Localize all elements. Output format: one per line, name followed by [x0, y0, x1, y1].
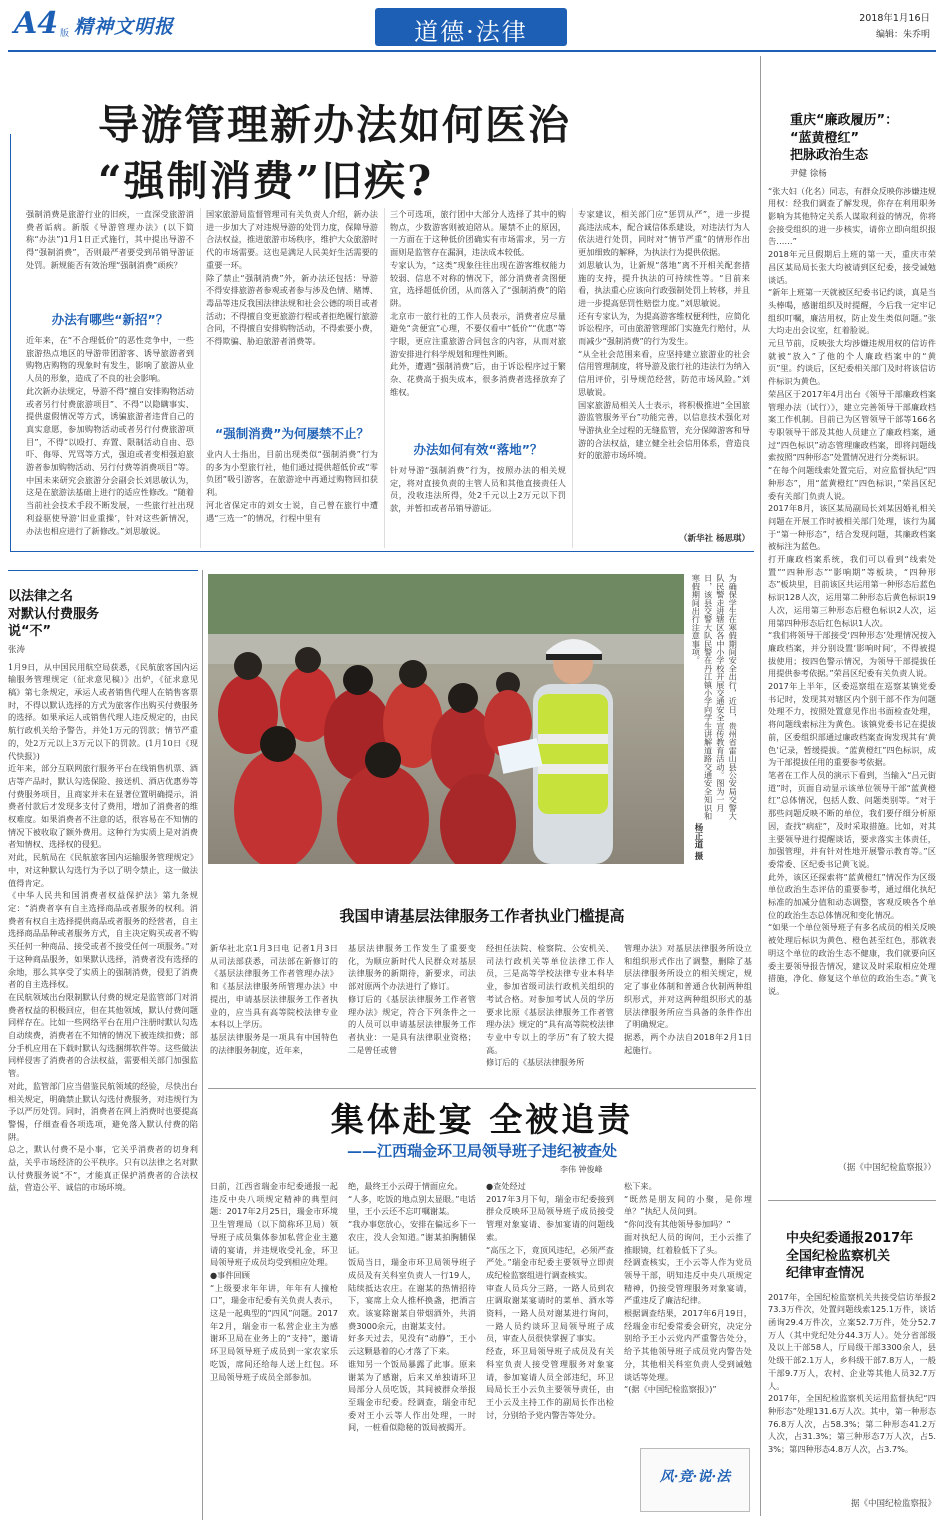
law-col-top-rule: [8, 570, 198, 571]
lead-headline-line2: “强制消费”旧疾?: [98, 157, 434, 205]
sidebar-section-rule: [768, 1200, 936, 1201]
lead-col-2: [206, 208, 378, 554]
news1-col-1: 新华社北京1月3日电 记者1月3日从司法部获悉，司法部在新修订的《基层法律服务工作者管理办法》和《基层法律服务所管理办法》中提出，申请基层法律服务工作者执业的，应当具有高等院校法律专业本科以上学历。 基层法律服务是一项具有中国特色的法律服务制度，近年来，: [210, 943, 338, 1055]
sidebar1-title-1: 重庆“廉政履历”：: [790, 113, 899, 128]
photo-caption-text: 为确保学生在寒假期间安全出行，近日，贵州省雷山县公安局交警大队民警走进辖区各中小学校开展交通安全宣传教育活动。图为一月日，该县交警大队民警在丹江镇小学向学生讲解道路交通安全知识和寒假期间出行注意事项。: [691, 574, 739, 820]
sidebar2-title-1: 中央纪委通报2017年: [786, 1231, 914, 1246]
lead-subhead-2: “强制消费”为何屡禁不止？: [215, 426, 369, 441]
column-stamp: [640, 1448, 752, 1514]
page-header: [0, 0, 944, 52]
lead-credit: （新华社 杨思琪）: [679, 534, 750, 544]
issue-date: 2018年1月16日: [859, 13, 930, 24]
news2-col-1: 日前，江西省瑞金市纪委通报一起违反中央八项规定精神的典型问题：2017年2月25日，瑞金市环境卫生管理局（以下简称环卫局）领导班子成员集体参加私营企业主邀请的宴请，并违规收受礼金，环卫局领导班子成员均受到相应处理。 ●事件回顾 “上级要求年年讲，年年有人撞枪口”，瑞金市纪委有关负责人表示，这是一起典型的“四风”问题。2017年2月，瑞金市一私营企业主为感谢环卫局在业务上的“支持”，邀请环卫局领导班子成员到一家农家乐吃饭，席间还给每人送上红包。环卫局领导班子成员全部参加。: [210, 1181, 338, 1382]
photo-credit: 杨正道 摄: [693, 823, 703, 860]
lead-intro: 强制消费是旅游行业的旧疾，一直深受旅游消费者诟病。新版《导游管理办法》(以下简称“办法”)1月1日正式施行，其中提出导游不得“强制消费”，否则最严者要受到吊销导游证处罚。新规能否有效治理“强制消费”顽疾？: [26, 209, 194, 270]
sidebar2-credit: 据《中国纪检监察报》: [850, 1498, 936, 1509]
lead-col3-body: 三个可选项，旅行团中大部分人选择了其中的购物点，少数游客则被迫陪从。屡禁不止的原因，一方面在于这种低价团确实有市场需求，另一方面则是监管存在漏洞，违法成本较低。 专家认为，“这类”现象往往出现在游客维权能力较弱、信息不对称的情况下，部分消费者贪图便宜，选择超低价团，从而落入了“强制消费”的陷阱。 北京市一旅行社的工作人员表示，消费者应尽量避免“贪便宜”心理，不要仅看中“低价”“优惠”等字眼，更应注重旅游合同包含的内容，从而对旅游安排进行科学规划和理性判断。 此外，遭遇“强制消费”后，由于诉讼程序过于繁杂、花费高于损失成本，很多消费者选择放弃了维权。: [390, 209, 566, 397]
news1-bottom-rule: [208, 1088, 756, 1089]
lead-col2-body-b: 业内人士指出，目前出现类似“强制消费”行为的多为小型旅行社，他们通过提供超低价或“零负团”吸引游客，在旅游途中再通过购物回扣获利。 河北省保定市的刘女士说，自己曾在旅行中遭遇“三选一”的情况，行程中里有: [206, 449, 378, 523]
sidebar2-body: 2017年，全国纪检监察机关共接受信访举报273.3万件次，处置问题线索125.1万件，谈话函询29.4万件次，立案52.7万件，处分52.7万人（其中党纪处分44.3万人）。处分省部级及以上干部58人，厅局级干部3300余人，县处级干部2.1万人，乡科级干部7.8万人，一般干部9.7万人，农村、企业等其他人员32.7万人。 2017年，全国纪检监察机关运用监督执纪“四种形态”处理131.6万人次。其中，第一种形态76.8万人次，占58.3%；第二种形态41.2万人次，占31.3%；第三种形态7万人次，占5.3%；第四种形态4.8万人次，占3.7%。: [768, 1291, 936, 1455]
lead-col4-body: 专家建议，相关部门应“惩罚从严”，进一步提高违法成本，配合诚信体系建设，对违法行为人依法进行处罚，同时对“情节严重”的情形作出更加细致的解释，为执法行为提供依据。 刘思敏认为，让新规“落地”离不开相关配套措施的支持，提升执法的可持续性等。“目前来看，执法重心应该向行政强制处罚上转移，并且进一步提高惩罚性赔偿力度。”刘思敏说。 还有专家认为，为提高游客维权便利性，应简化诉讼程序，可由旅游管理部门实施先行赔付，从而减少“强制消费”的行为发生。 “从全社会范围来看，应坚持建立旅游业的社会信用管理制度，将导游及旅行社的违法行为纳入信用评价，引导规范经营，防范市场风险。”刘思敏说。 国家旅游局相关人士表示，将积极推进“全国旅游监管服务平台”功能完善，以信息技术强化对导游执业全过程的无缝监管，充分保障游客和导游的合法权益，建立健全社会信用体系，营造良好的旅游市场环境。: [578, 209, 750, 461]
lead-headline-line1: 导游管理新办法如何医治: [98, 101, 571, 149]
law-title-3: 说“不”: [8, 624, 52, 640]
law-title-1: 以法律之名: [8, 589, 74, 604]
sidebar1-byline: 尹健 徐杨: [790, 168, 827, 179]
sidebar1-body: “张大妇（化名）同志，有群众反映你涉嫌违规用权：经我们调查了解发现，你存在利用职务影响为其他特定关系人谋取利益的情况，你将会接受组织的进一步核实，请你立即向组织报告……” 2018年元旦假期后上班的第一天，重庆市荣昌区某局局长张大均被请到区纪委，接受诫勉谈话。 “新年上班第一天就被区纪委书记约谈，真是当头棒喝，感谢组织及时提醒，今后我一定牢记组织叮嘱，廉洁用权，防止发生类似问题。”张大均走出会议室，红着脸说。 元旦节前，反映张大均涉嫌违规用权的信访件就被“放入”了他的个人廉政档案中的“黄页”里。约谈后，区纪委相关部门及时将该信访件标识为黄色。 荣昌区于2017年4月出台《领导干部廉政档案管理办法（试行）》，建立完善领导干部廉政档案工作机制。目前已为区管领导干部等166名专职领导干部及其他人员建立了廉政档案，通过“四色标识”动态管理廉政档案，即将问题线索按照“四种形态”处置情况进行分类标识。 “在每个问题线索处置完后，对应监督执纪“四种形态”，用“蓝黄橙红”四色标识，”荣昌区纪委有关部门负责人说。 2017年8月，该区某局副局长刘某因婚礼相关问题在开展工作时被相关部门处理，该行为属于“第一种形态”，结合发现问题，其廉政档案被标注为蓝色。 打开廉政档案系统，我们可以看到“线索处置”“四种形态”“影响期”等板块，“四种形态”板块里，目前该区共运用第一种形态后蓝色标识128人次，运用第二种形态后黄色标识19人次，运用第三种形态后橙色标识2人次，运用第四种形态后红色标识1人次。 “我们将领导干部接受‘四种形态’处理情况按入廉政档案，并分别设置‘影响时间’，不得被提拔使用；按四色警示情况，为领导干部提拔任用提供参考依据。”荣昌区纪委有关负责人说。 2017年上半年，区委巡察组在巡察某镇党委书记时，发现其对辖区内个别干部不作为问题处理不力，按照处置意见作出书面检查处理，将问题线索标注为黄色。该镇党委书记在提拔前，区委组织部通过廉政档案查询发现其有‘黄色’记录，暂缓提拔。“蓝黄橙红”四色标识，成为干部提拔任用的重要参考依据。 笔者在工作人员的演示下看到，当输入“吕元街道”时，页面自动显示该单位领导干部“蓝黄橙红”总体情况，包括人数、问题类别等。“对于那些问题反映不断的单位，我们要仔细分析原因，查找“病症”，及时采取措施。比如，对其主要领导进行提醒谈话，要求落实主体责任，加强管理，并有针对性地开展警示教育等。”区委常委、区纪委书记黄飞说。 此外，该区还探索将“蓝黄橙红”情况作为区级单位政治生态评估的重要参考，通过细化执纪标准的加减分值和动态调整，客观反映各个单位的政治生态总体情况和变化情况。 “如果一个单位领导班子有多名成员的相关反映被处理后标识为黄色、橙色甚至红色，那就表明这个单位的政治生态不健康，我们就要向区委主要领导报告情况，建议及时采取相应处理措施，净化、修复这个单位的政治生态。”黄飞说。: [768, 185, 936, 996]
sidebar-divider: [760, 56, 761, 1516]
lead-col-4: [578, 208, 750, 554]
sidebar2-title-2: 全国纪检监察机关: [786, 1248, 891, 1264]
lead-article: [8, 56, 756, 556]
lead-col3-body-b: 针对导游“强制消费”行为，按照办法的相关规定，将对直接负责的主管人员和其他直接责任人员，没收违法所得，处2千元以上2万元以下罚款，并暂扣或者吊销导游证。: [390, 465, 566, 514]
news2-headline: 集体赴宴 全被追责: [330, 1100, 634, 1139]
photo-caption: [690, 574, 754, 864]
law-byline: 张涛: [8, 644, 26, 655]
news2-col-3: ●查处经过 2017年3月下旬，瑞金市纪委接到群众反映环卫局领导班子成员接受管理对象宴请、参加宴请的问题线索。 “高压之下，竟顶风违纪，必须严查严处。”瑞金市纪委主要领导立即责成纪检监察组进行调查核实。 审查人员兵分三路，一路人员到农庄调取谢某宴请时的菜单、酒水等资料，一路人员对谢某进行询问，一路人员约谈环卫局领导班子成员，审查人员很快掌握了事实。 经查，环卫局领导班子成员及有关科室负责人接受管理服务对象宴请，参加宴请人员全部违纪，环卫局局长王小云负主要领导责任，由王小云及主持工作的副局长作出检讨，分别给予党内警告等处分。: [486, 1181, 614, 1420]
lead-divider-3: [572, 208, 573, 548]
header-rule: [8, 50, 936, 52]
lead-col1-body: 近年来，在“不合理低价”的恶性竞争中，一些旅游热点地区的导游带团游客、诱导旅游者到购物店购物的现象时有发生，影响了旅游从业人员的形象，造成了不良的社会影响。 此次新办法规定，导游不得“擅自安排购物活动或者另行付费旅游项目”、不得“以隐瞒事实、提供虚假情况等方式，诱骗旅游者违背自己的真实意愿，参加购物活动或者另行付费旅游项目”，不得“以殴打、弃置、限制活动自由、恐吓、侮辱、咒骂等方式，强迫或者变相强迫旅游者参加购物活动、另行付费等消费项目”等。 中国未来研究会旅游分会副会长刘思敏认为，这是在旅游法基础上进行的适应性修改。“随着当前社会技术手段不断发展，一些旅行社出现利益驱使导游‘旧业重操’，针对这些新情况，办法也相应进行了新修改。”刘思敏说。: [26, 335, 194, 536]
sidebar2-title-3: 纪律审查情况: [786, 1266, 865, 1282]
law-body: 1月9日，从中国民用航空局获悉，《民航旅客国内运输服务管理规定（征求意见稿）》出炉，《征求意见稿》第七条规定，承运人或者销售代理人在销售客票时，不得以默认选择的方式为旅客作出购买付费服务的选择。如果承运人或销售代理人违反规定的，由民航行政机关给予警告，并处1万元的罚款；情节严重的，处2万元以上3万元以下的罚款。(1月10日《现代快报》) 近年来，部分互联网旅行服务平台在线销售机票、酒店等产品时，默认勾选保险、接送机、酒店优惠券等付费服务项目，且商家并未在显著位置明确提示，消费者付款后才发现多支付了费用，增加了消费者的维权难度。如果消费者不注意的话，很容易在不知情的情况下被收取了额外费用。这种行为实质上是对消费者知情权、选择权的侵犯。 对此，民航局在《民航旅客国内运输服务管理规定》中，对这种默认勾选行为予以了明令禁止，这一做法值得肯定。 《中华人民共和国消费者权益保护法》第九条规定：“消费者享有自主选择商品或者服务的权利。消费者有权自主选择提供商品或者服务的经营者，自主选择商品品种或者服务方式，自主决定购买或者不购买任何一种商品、接受或者不接受任何一项服务。”对于这种商品服务，如果默认选择，消费者没有选择的余地，那么其享受了实质上的强制消费，侵犯了消费者的自主选择权。 在民航领域出台限制默认付费的规定是监管部门对消费者权益的积极回应，但在其他领域，默认付费问题同样存在。比如一些网络平台在用户注册时默认勾选自动续费，消费者在不知情的情况下被连续扣费；部分手机应用在下载时默认勾选捆绑软件等。这些做法同样侵害了消费者的合法权益，需要相关部门加强监管。 对此，监管部门应当借鉴民航领域的经验，尽快出台相关规定，明确禁止默认勾选付费服务，对违规行为予以严厉处罚。同时，消费者在网上消费时也要提高警惕，仔细查看各项选项，避免落入默认付费的陷阱。 总之，默认付费不是小事，它关乎消费者的切身利益，关乎市场经济的公平秩序。只有以法律之名对默认付费服务说“不”，才能真正保护消费者的合法权益，营造公平、诚信的市场环境。: [8, 661, 198, 1193]
law-title-2: 对默认付费服务: [8, 606, 100, 622]
sidebar-article-1: [768, 112, 936, 1182]
lead-divider-2: [384, 208, 385, 548]
photo-illustration: [208, 574, 684, 864]
law-column: [8, 588, 198, 1518]
sidebar1-title-2: “蓝黄橙红”: [790, 130, 860, 146]
lead-subhead-1: 办法有哪些“新招”？: [51, 312, 169, 327]
lead-col-1: [26, 208, 194, 554]
news1-body: [210, 942, 754, 1076]
sidebar1-credit: （据《中国纪检监察报》）: [838, 1162, 936, 1173]
news1-col-3: 经担任法院、检察院、公安机关、司法行政机关等单位法律工作人员，三是高等学校法律专业本科毕业，参加省级司法行政机关组织的考试合格。对参加考试人员的学历要求比原《基层法律服务工作者管理办法》规定的“具有高等院校法律专业中专以上的学历”有了较大提高。 修订后的《基层法律服务所: [486, 943, 614, 1068]
sidebar1-title-3: 把脉政治生态: [790, 148, 869, 164]
news1-col-4: 管理办法》对基层法律服务所设立和组织形式作出了调整，删除了基层法律服务所设立的相关规定，规定了事业体制和普通合伙制两种组织形式，并对这两种组织形式的基层法律服务所应当具备的条件作出了明确规定。 据悉，两个办法自2018年2月1日起施行。: [624, 943, 752, 1055]
newspaper-title: 精神文明报: [74, 16, 175, 38]
news1-col-2: 基层法律服务工作发生了重要变化，为顺应新时代人民群众对基层法律服务的新期待，新要求，司法部对原两个办法进行了修订。 修订后的《基层法律服务工作者管理办法》规定，符合下列条件之一的人员可以申请基层法律服务工作者执业：一是具有法律职业资格；二是曾任或曾: [348, 943, 476, 1055]
lead-subhead-3: 办法如何有效“落地”？: [413, 442, 543, 457]
law-divider: [202, 570, 203, 1520]
news2-subtitle: ——江西瑞金环卫局领导班子违纪被查处: [346, 1142, 617, 1160]
news1-headline: 我国申请基层法律服务工作者执业门槛提高: [339, 907, 625, 925]
page-number: A4: [14, 6, 59, 41]
news2-col-4: 松下来。 “既然是朋友间的小聚，是你埋单？”执纪人员问到。 “你问没有其他领导参加吗？” 面对执纪人员的询问，王小云推了推眼镜，红着脸低下了头。 经调查核实，王小云等人作为党员领导干部，明知违反中央八项规定精神，仍接受管理服务对象宴请，严重违反了廉洁纪律。 根据调查结果，2017年6月19日，经瑞金市纪委常委会研究，决定分别给予王小云党内严重警告处分，给予其他领导班子成员党内警告处分，其他相关科室负责人受到诫勉谈话等处理。 “(据《中国纪检监察报》)”: [624, 1181, 752, 1395]
news-photo: [208, 574, 684, 864]
lead-col2-body: 国家旅游局监督管理司有关负责人介绍，新办法进一步加大了对违规导游的处罚力度，保障导游合法权益，推进旅游市场秩序，维护大众旅游时代的市场需要。这也是满足人民美好生活需要的重要一环。 除了禁止“强制消费”外，新办法还包括：导游不得安排旅游者参观或者参与涉及色情、赌博、毒品等违反我国法律法规和社会公德的项目或者活动；不得擅自变更旅游行程或者拒绝履行旅游合同，不得擅自安排购物活动，不得索要小费，不得欺骗、胁迫旅游者消费等。: [206, 209, 378, 347]
lead-divider-1: [200, 208, 201, 548]
sidebar-article-2: [768, 1230, 936, 1520]
news2-byline: 李伟 钟俊峰: [560, 1165, 603, 1174]
news2-col-2: 绝，最终王小云碍于情面应允。 “人多，吃饭的地点别太显眼。”电话里，王小云还不忘叮嘱谢某。 “我办事您放心，安排在偏远乡下一农庄，没人会知道。”谢某拍胸脯保证。 饭局当日，瑞金市环卫局领导班子成员及有关科室负责人一行19人，陆续抵达农庄。在谢某的热情招待下，宴席上众人推杯换盏，把酒言欢。该宴除谢某自带烟酒外，共消费3000余元，由谢某支付。 好多天过去，见没有“动静”，王小云这颗悬着的心才落了下来。 谁知另一个饭局暴露了此事。原来谢某为了感谢，后来又单独请环卫局部分人员吃饭，其间被群众举报至瑞金市纪委。经调查，瑞金市纪委对王小云等人作出处理，一时间，一桩看似隐秘的饭局被揭开。: [348, 1181, 476, 1433]
stamp-text: 风·竞·说·法: [659, 1469, 731, 1485]
editor-name: 编辑：朱乔明: [875, 30, 930, 40]
page-number-suffix: 版: [60, 29, 70, 39]
lead-col-3: [390, 208, 566, 554]
section-title: 道德·法律: [414, 18, 528, 46]
